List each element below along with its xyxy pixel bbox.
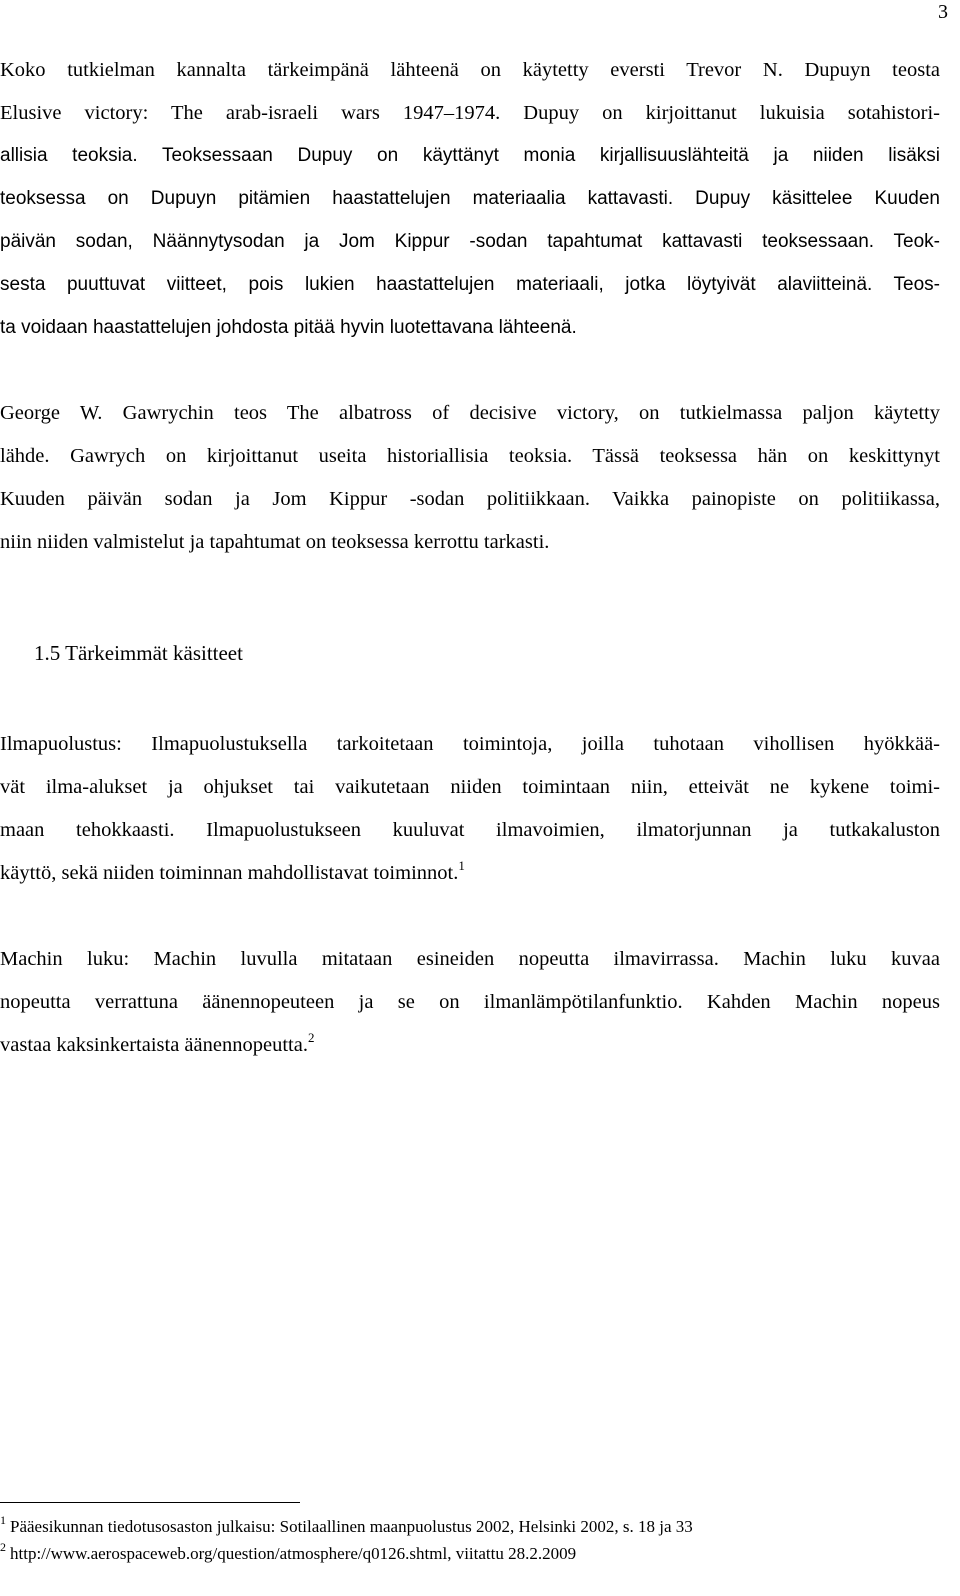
paragraph-line: Kuuden päivän sodan ja Jom Kippur -sodan politiikkaan. Vaikka painopiste on politiikassa,	[0, 488, 940, 510]
paragraph-line: teoksessa on Dupuyn pitämien haastattelujen materiaalia kattavasti. Dupuy käsittelee Kuuden	[0, 188, 940, 209]
paragraph-line: George W. Gawrychin teos The albatross of decisive victory, on tutkielmassa paljon käytetty	[0, 402, 940, 424]
footnote-number: 1	[0, 1513, 6, 1527]
footnote-number: 2	[0, 1540, 6, 1554]
footnote-link[interactable]: http://www.aerospaceweb.org/question/atmosphere/q0126.shtml, viitattu 28.2.2009	[10, 1544, 577, 1563]
line-text: käyttö, sekä niiden toiminnan mahdollistavat toiminnot.	[0, 862, 459, 884]
paragraph-line: niin niiden valmistelut ja tapahtumat on teoksessa kerrottu tarkasti.	[0, 531, 550, 553]
paragraph-line: allisia teoksia. Teoksessaan Dupuy on käyttänyt monia kirjallisuuslähteitä ja niiden lisäksi	[0, 145, 940, 166]
paragraph-line: Machin luku: Machin luvulla mitataan esineiden nopeutta ilmavirrassa. Machin luku kuvaa	[0, 948, 940, 970]
paragraph-line: Ilmapuolustus: Ilmapuolustuksella tarkoitetaan toimintoja, joilla tuhotaan vihollisen hyökkää-	[0, 733, 940, 755]
footnote-divider	[0, 1502, 300, 1503]
paragraph-line	[0, 1032, 314, 1058]
paragraph-line: vät ilma-alukset ja ohjukset tai vaikutetaan niiden toimintaan niin, etteivät ne kykene toimi-	[0, 776, 940, 798]
footnote-text: Pääesikunnan tiedotusosaston julkaisu: Sotilaallinen maanpuolustus 2002, Helsinki 2002, s. 18 ja 33	[10, 1517, 693, 1536]
paragraph-line: sesta puuttuvat viitteet, pois lukien haastattelujen materiaali, jotka löytyivät alaviitteinä. Teos-	[0, 274, 940, 295]
footnote	[0, 1540, 577, 1565]
page-number: 3	[938, 1, 948, 23]
footnote-reference[interactable]: 1	[458, 858, 465, 873]
paragraph-line: ta voidaan haastattelujen johdosta pitää hyvin luotettavana lähteenä.	[0, 317, 577, 338]
section-heading: 1.5 Tärkeimmät käsitteet	[34, 641, 243, 665]
paragraph-line: Koko tutkielman kannalta tärkeimpänä lähteenä on käytetty eversti Trevor N. Dupuyn teosta	[0, 59, 940, 81]
footnote	[0, 1513, 693, 1538]
paragraph-line	[0, 860, 465, 886]
line-text: vastaa kaksinkertaista äänennopeutta.	[0, 1034, 308, 1056]
paragraph-line: lähde. Gawrych on kirjoittanut useita historiallisia teoksia. Tässä teoksessa hän on keskittynyt	[0, 445, 940, 467]
paragraph-line: Elusive victory: The arab-israeli wars 1947–1974. Dupuy on kirjoittanut lukuisia sotahistori-	[0, 102, 940, 124]
footnote-reference[interactable]: 2	[307, 1030, 315, 1045]
paragraph-line: maan tehokkaasti. Ilmapuolustukseen kuuluvat ilmavoimien, ilmatorjunnan ja tutkakaluston	[0, 819, 940, 841]
paragraph-line: nopeutta verrattuna äänennopeuteen ja se on ilmanlämpötilanfunktio. Kahden Machin nopeus	[0, 991, 940, 1013]
paragraph-line: päivän sodan, Näännytysodan ja Jom Kippur -sodan tapahtumat kattavasti teoksessaan. Teok-	[0, 231, 940, 252]
